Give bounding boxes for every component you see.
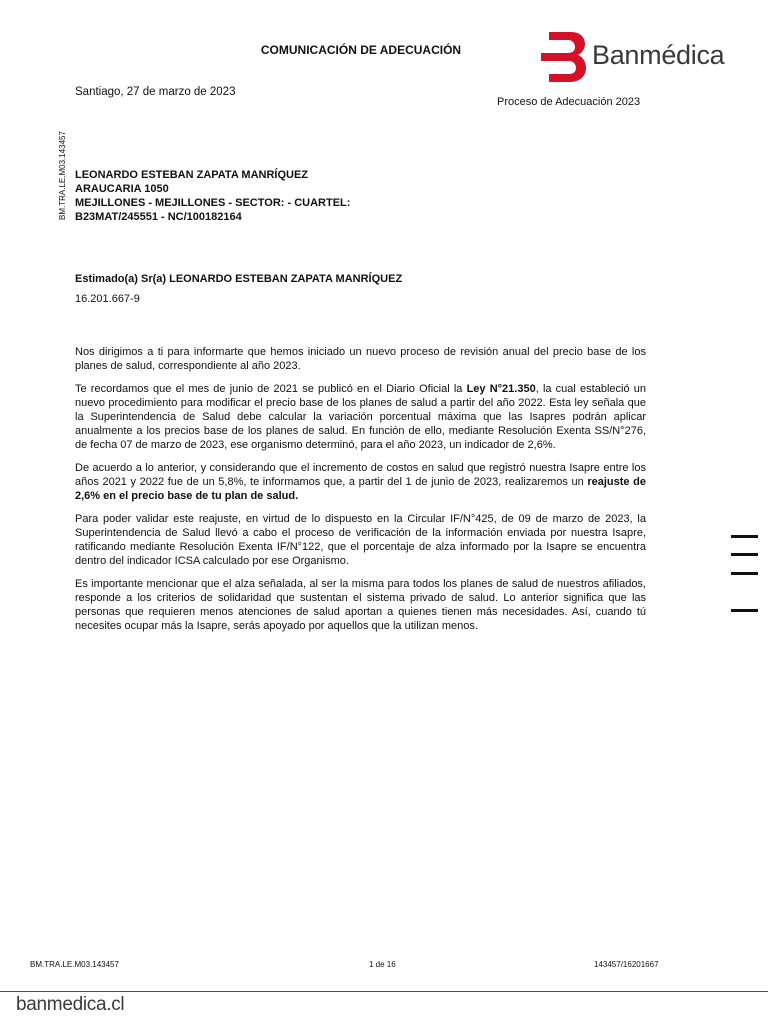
page-number: 1 de 16: [369, 960, 396, 969]
law-reference: Ley N°21.350: [466, 383, 536, 395]
recipient-name: LEONARDO ESTEBAN ZAPATA MANRÍQUEZ: [75, 169, 309, 181]
recipient-location: MEJILLONES - MEJILLONES - SECTOR: - CUARTEL:: [75, 197, 351, 209]
paragraph-1: Nos dirigimos a ti para informarte que hemos iniciado un nuevo proceso de revisión anual del precio base de los planes de salud, correspondiente al año 2023.: [75, 346, 646, 372]
paragraph-2-text-cont: , la cual estableció un nuevo procedimiento para modificar el precio base de los planes de salud a partir del año 2022. Esta ley señala que la Superintendencia de Salud debe calcular la variación porcentual máxima que las Isapres podrán aplicar anualmente a los precios base de los planes de salud. En función de ello, mediante Resolución Exenta SS/N°276, de fecha 07 de marzo de 2023, ese organismo determinó, para el año 2023, un indicador de 2,6%.: [75, 383, 646, 451]
document-title: COMUNICACIÓN DE ADECUACIÓN: [260, 43, 462, 57]
adjustment-highlight: reajuste de 2,6% en el precio base de tu plan de salud.: [75, 476, 646, 502]
paragraph-2-text: Te recordamos que el mes de junio de 2021 se publicó en el Diario Oficial la: [75, 383, 467, 395]
paragraph-2: [75, 382, 646, 452]
footer-id: 143457/16201667: [594, 960, 659, 969]
brand-name: Banmédica: [592, 40, 725, 70]
recipient-address: [75, 168, 350, 224]
paragraph-4: Para poder validar este reajuste, en virtud de lo dispuesto en la Circular IF/N°425, de 09 de marzo de 2023, la Superintendencia de Salud llevó a cabo el proceso de verificación de la información enviada por nuestra Isapre, ratificando mediante Resolución Exenta IF/N°122, que el porcentaje de alza informado por la Isapre se encuentra dentro del indicador ICSA calculado por ese Organismo.: [75, 513, 646, 567]
website-link[interactable]: banmedica.cl: [16, 994, 125, 1015]
letter-date: Santiago, 27 de marzo de 2023: [75, 86, 236, 98]
paragraph-5: Es importante mencionar que el alza señalada, al ser la misma para todos los planes de salud de nuestros afiliados, responde a los criterios de solidaridad que sustentan el sistema privado de salud. Lo anterior significa que las personas que requieren menos atenciones de salud aportan a quienes tienen más necesidades. Así, cuando tú necesites ocupar más la Isapre, serás apoyado por aquellos que la utilizan menos.: [75, 578, 646, 632]
greeting: Estimado(a) Sr(a) LEONARDO ESTEBAN ZAPATA MANRÍQUEZ: [75, 273, 403, 285]
banmedica-logo-icon: [541, 32, 587, 82]
side-document-code: BM.TRA.LE.M03.143457: [58, 131, 67, 220]
footer-code: BM.TRA.LE.M03.143457: [30, 960, 119, 969]
omr-mark-1: [731, 535, 758, 538]
omr-mark-2: [731, 553, 758, 556]
omr-mark-4: [731, 609, 758, 612]
paragraph-3: [75, 461, 646, 503]
process-label: Proceso de Adecuación 2023: [497, 96, 641, 108]
footer-divider: [0, 991, 768, 992]
letter-body: [75, 345, 646, 642]
omr-mark-3: [731, 572, 758, 575]
paragraph-3-text: De acuerdo a lo anterior, y considerando que el incremento de costos en salud que registró nuestra Isapre entre los años 2021 y 2022 fue de un 5,8%, te informamos que, a partir del 1 de junio de 2023, realizaremos un: [75, 462, 646, 488]
recipient-street: ARAUCARIA 1050: [75, 183, 169, 195]
rut-number: 16.201.667-9: [75, 293, 140, 305]
recipient-reference: B23MAT/245551 - NC/100182164: [75, 211, 242, 223]
